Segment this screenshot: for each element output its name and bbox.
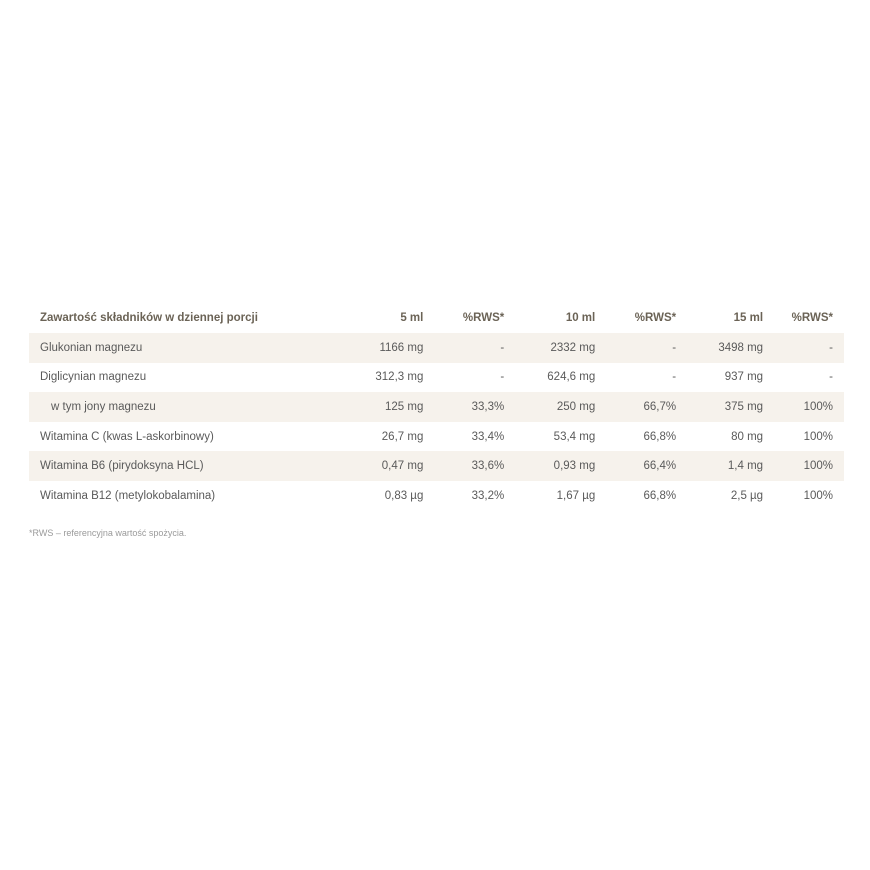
cell-rws-10ml: 66,7% <box>595 392 676 422</box>
header-10ml: 10 ml <box>565 312 596 324</box>
cell-rws-10ml: - <box>595 333 676 363</box>
cell-5ml: 312,3 mg <box>375 371 424 384</box>
table-row <box>29 392 844 422</box>
table-header-row <box>29 303 844 333</box>
cell-10ml: 1,67 µg <box>556 489 596 502</box>
rws-footnote: *RWS – referencyjna wartość spożycia. <box>29 528 187 538</box>
ingredient-name: Glukonian magnezu <box>29 333 340 363</box>
header-ingredients: Zawartość składników w dziennej porcji <box>40 312 258 324</box>
cell-rws-5ml: 33,2% <box>471 489 505 502</box>
header-rws-10ml: %RWS* <box>634 312 677 324</box>
cell-5ml: 0,47 mg <box>340 451 423 481</box>
cell-rws-10ml: 66,8% <box>643 489 677 502</box>
cell-5ml: 0,83 µg <box>384 489 424 502</box>
cell-rws-15ml: - <box>829 371 833 384</box>
cell-5ml: 26,7 mg <box>381 430 424 443</box>
cell-rws-15ml: 100% <box>763 451 844 481</box>
cell-rws-15ml: - <box>763 333 844 363</box>
cell-rws-10ml: - <box>672 371 677 384</box>
cell-rws-15ml: 100% <box>763 392 844 422</box>
cell-rws-15ml: 100% <box>803 489 833 502</box>
table-row <box>29 481 844 511</box>
ingredient-name: Witamina C (kwas L-askorbinowy) <box>40 430 214 443</box>
cell-10ml: 0,93 mg <box>504 451 595 481</box>
ingredient-name: Witamina B12 (metylokobalamina) <box>40 489 216 502</box>
nutrition-table <box>29 303 844 511</box>
table-row <box>29 363 844 393</box>
cell-15ml: 937 mg <box>724 371 764 384</box>
cell-rws-15ml: 100% <box>803 430 833 443</box>
cell-rws-10ml: 66,8% <box>643 430 677 443</box>
cell-rws-5ml: - <box>423 333 504 363</box>
cell-15ml: 1,4 mg <box>676 451 763 481</box>
table-row <box>29 333 844 363</box>
ingredient-name: Witamina B6 (pirydoksyna HCL) <box>29 451 340 481</box>
cell-15ml: 375 mg <box>676 392 763 422</box>
cell-10ml: 2332 mg <box>504 333 595 363</box>
ingredient-name: w tym jony magnezu <box>29 392 340 422</box>
cell-10ml: 53,4 mg <box>553 430 596 443</box>
cell-10ml: 250 mg <box>504 392 595 422</box>
table-row <box>29 422 844 452</box>
cell-rws-5ml: 33,3% <box>423 392 504 422</box>
header-rws-15ml: %RWS* <box>791 312 833 324</box>
cell-5ml: 1166 mg <box>340 333 423 363</box>
header-5ml: 5 ml <box>400 312 424 324</box>
cell-5ml: 125 mg <box>340 392 423 422</box>
header-15ml: 15 ml <box>733 312 764 324</box>
cell-15ml: 3498 mg <box>676 333 763 363</box>
cell-rws-10ml: 66,4% <box>595 451 676 481</box>
cell-15ml: 80 mg <box>731 430 764 443</box>
cell-rws-5ml: 33,4% <box>471 430 505 443</box>
cell-rws-5ml: 33,6% <box>423 451 504 481</box>
header-rws-5ml: %RWS* <box>462 312 505 324</box>
ingredient-name: Diglicynian magnezu <box>40 371 147 384</box>
cell-rws-5ml: - <box>500 371 505 384</box>
table-row <box>29 451 844 481</box>
cell-10ml: 624,6 mg <box>547 371 596 384</box>
cell-15ml: 2,5 µg <box>730 489 764 502</box>
nutrition-table-container <box>29 303 844 511</box>
